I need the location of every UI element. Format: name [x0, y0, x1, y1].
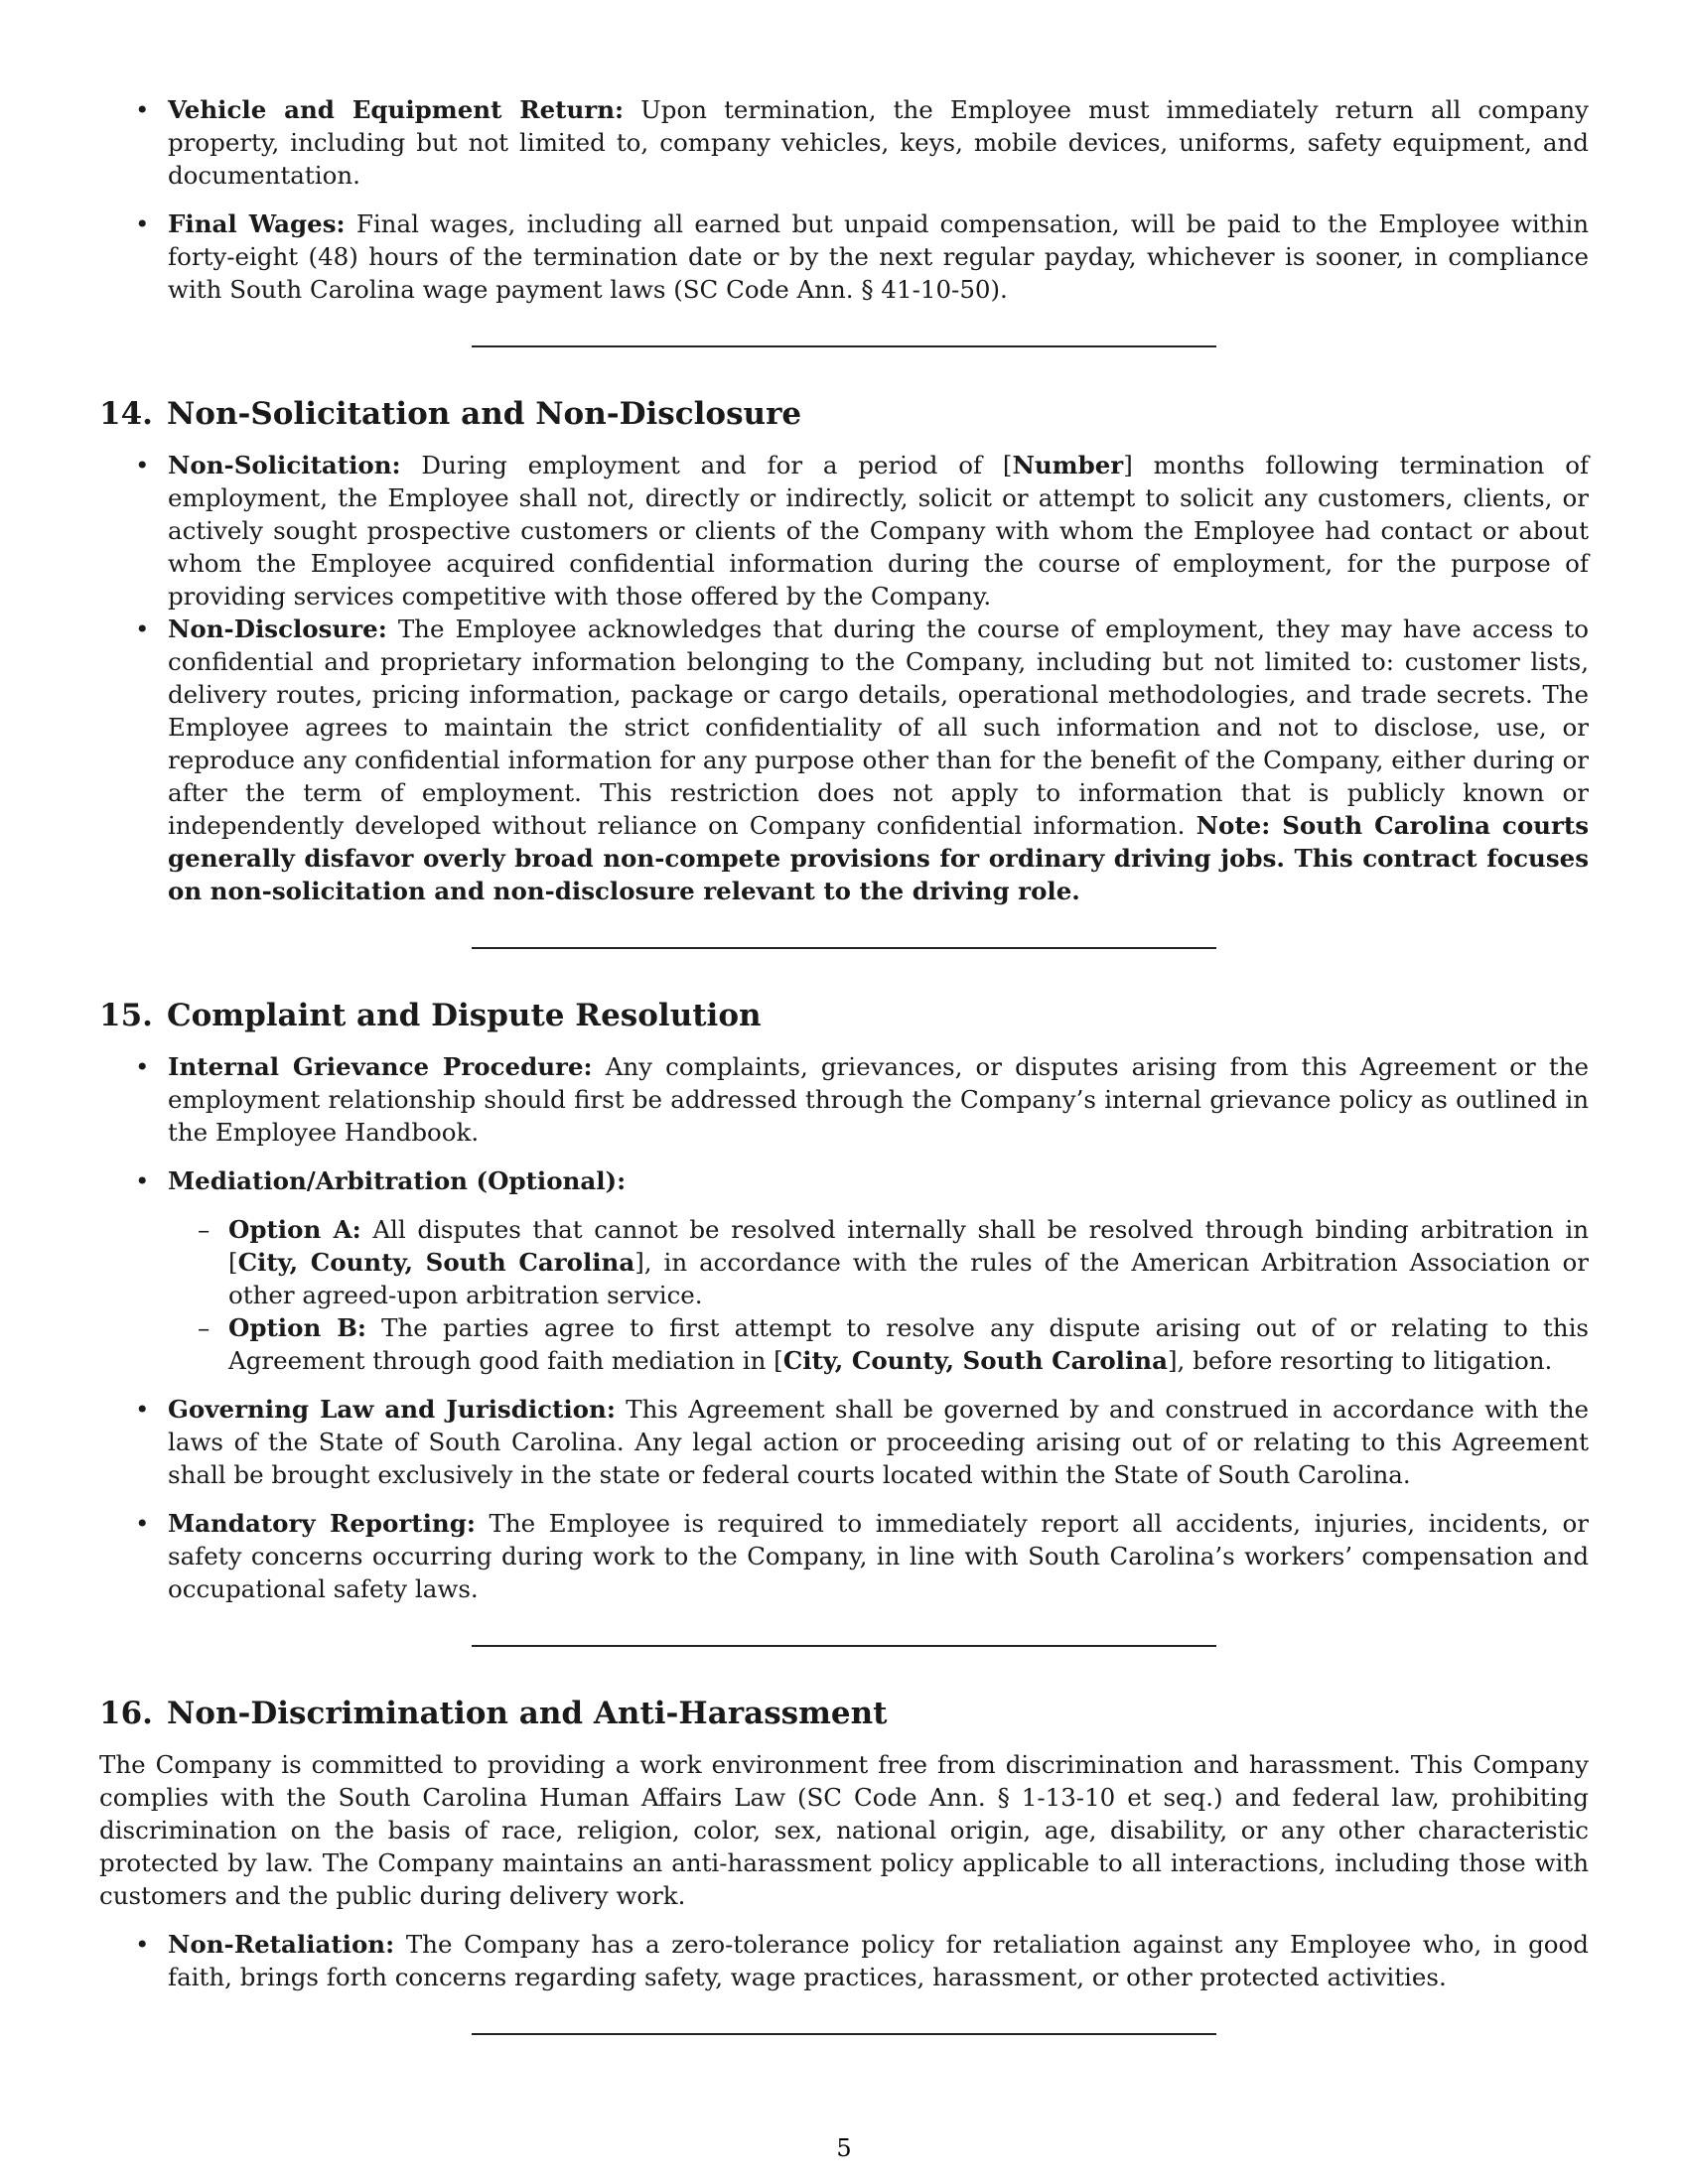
list-item: • Non-Retaliation: The Company has a zero-tolerance policy for retaliation against any Employee who, in good faith, brings forth concerns regarding safety, wage practices, harassment, or other protected activities. [99, 1928, 1589, 1993]
section-16-paragraph: The Company is committed to providing a work environment free from discrimination and harassment. This Company complies with the South Carolina Human Affairs Law (SC Code Ann. § 1-13-10 et seq.) and federal law, prohibiting discrimination on the basis of race, religion, color, sex, national origin, age, disability, or any other characteristic protected by law. The Company maintains an anti-harassment policy applicable to all interactions, including those with customers and the public during delivery work. [99, 1750, 1589, 1910]
section-16-list [99, 1928, 1589, 1993]
legal-note: Note: South Carolina courts generally disfavor overly broad non-compete provisions for ordinary driving jobs. This contract focuses on non-solicitation and non-disclosure relevant to the driving role. [168, 811, 1590, 905]
list-item: • Vehicle and Equipment Return: Upon termination, the Employee must immediately return all company property, including but not limited to, company vehicles, keys, mobile devices, uniforms, safety equipment, and documentation. [99, 93, 1589, 192]
termination-list [99, 93, 1589, 306]
list-item: • Final Wages: Final wages, including all earned but unpaid compensation, will be paid to the Employee within forty-eight (48) hours of the termination date or by the next regular payday, whichever is sooner, in compliance with South Carolina wage payment laws (SC Code Ann. § 41-10-50). [99, 207, 1589, 306]
section-heading-16: 16. Non-Discrimination and Anti-Harassment [99, 1696, 888, 1731]
section-14-list [99, 449, 1589, 907]
document-page [99, 93, 1589, 2035]
list-item: • Non-Solicitation: During employment and for a period of [Number] months following termination of employment, the Employee shall not, directly or indirectly, solicit or attempt to solicit any customers, clients, or actively sought prospective customers or clients of the Company with whom the Employee had contact or about whom the Employee acquired confidential information during the course of employment, for the purpose of providing services competitive with those offered by the Company. [99, 449, 1589, 613]
list-item: – Option A: All disputes that cannot be resolved internally shall be resolved through binding arbitration in [City, County, South Carolina], in accordance with the rules of the American Arbitration Association or other agreed-upon arbitration service. [168, 1213, 1589, 1311]
section-15-list [99, 1050, 1589, 1605]
section-divider [472, 1645, 1216, 1647]
mediation-options [168, 1213, 1589, 1377]
list-item: • Mediation/Arbitration (Optional): – Option A: All disputes that cannot be resolved internally shall be resolved through binding arbitration in [City, County, South Carolina], in accordance with the rules of the American Arbitration Association or other agreed-upon arbitration service. – Option B: The parties agree to first attempt to resolve any dispute arising out of or relating to this Agreement through good faith mediation in [City, County, South Carolina], before resorting to litigation. [99, 1164, 1589, 1377]
list-item: • Internal Grievance Procedure: Any complaints, grievances, or disputes arising from this Agreement or the employment relationship should first be addressed through the Company’s internal grievance policy as outlined in the Employee Handbook. [99, 1050, 1589, 1149]
section-divider [472, 2033, 1216, 2035]
section-divider [472, 947, 1216, 949]
list-item: – Option B: The parties agree to first attempt to resolve any dispute arising out of or relating to this Agreement through good faith mediation in [City, County, South Carolina], before resorting to litigation. [168, 1311, 1589, 1377]
list-item: • Mandatory Reporting: The Employee is required to immediately report all accidents, injuries, incidents, or safety concerns occurring during work to the Company, in line with South Carolina’s workers’ compensation and occupational safety laws. [99, 1507, 1589, 1605]
list-item: • Non-Disclosure: The Employee acknowledges that during the course of employment, they may have access to confidential and proprietary information belonging to the Company, including but not limited to: customer lists, delivery routes, pricing information, package or cargo details, operational methodologies, and trade secrets. The Employee agrees to maintain the strict confidentiality of all such information and not to disclose, use, or reproduce any confidential information for any purpose other than for the benefit of the Company, either during or after the term of employment. This restriction does not apply to information that is publicly known or independently developed without reliance on Company confidential information. Note: South Carolina courts generally disfavor overly broad non-compete provisions for ordinary driving jobs. This contract focuses on non-solicitation and non-disclosure relevant to the driving role. [99, 613, 1589, 907]
list-item: • Governing Law and Jurisdiction: This Agreement shall be governed by and construed in accordance with the laws of the State of South Carolina. Any legal action or proceeding arising out of or relating to this Agreement shall be brought exclusively in the state or federal courts located within the State of South Carolina. [99, 1393, 1589, 1491]
section-heading-15: 15. Complaint and Dispute Resolution [99, 998, 762, 1033]
section-divider [472, 345, 1216, 347]
section-heading-14: 14. Non-Solicitation and Non-Disclosure [99, 396, 802, 432]
page-number: 5 [836, 2134, 852, 2162]
